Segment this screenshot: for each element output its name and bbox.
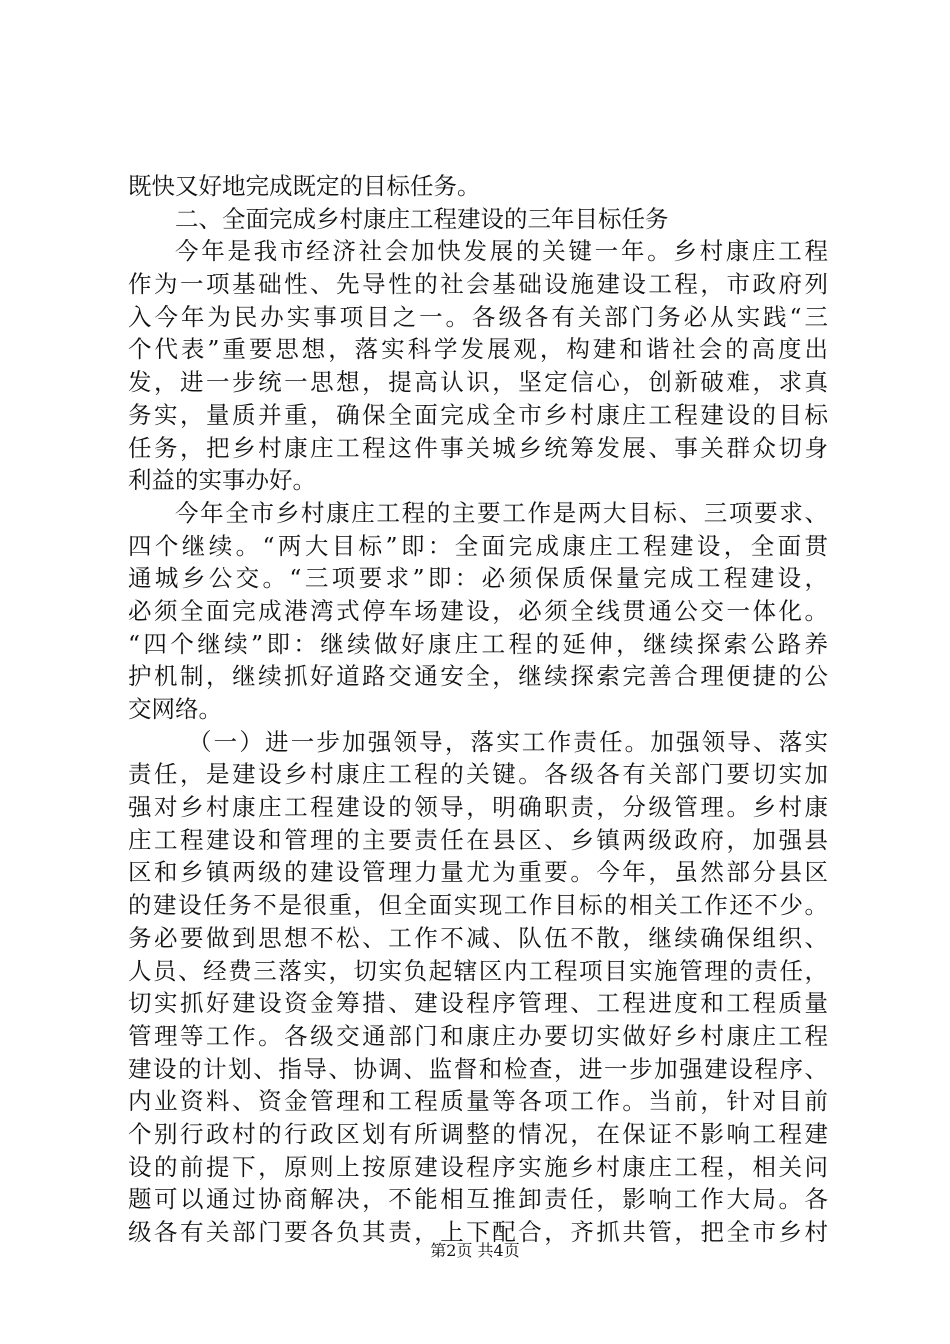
- text-line: “四个继续”即：继续做好康庄工程的延伸，继续探索公路养: [128, 629, 828, 658]
- text-line: 区和乡镇两级的建设管理力量尤为重要。今年，虽然部分县区: [128, 858, 828, 887]
- text-line: 建设的计划、指导、协调、监督和检查，进一步加强建设程序、: [128, 1054, 828, 1083]
- text-line: 级各有关部门要各负其责，上下配合，齐抓共管，把全市乡村: [128, 1218, 828, 1246]
- text-line: 务实，量质并重，确保全面完成全市乡村康庄工程建设的目标: [128, 400, 828, 429]
- text-line: 庄工程建设和管理的主要责任在县区、乡镇两级政府，加强县: [128, 825, 828, 854]
- text-line: 护机制，继续抓好道路交通安全，继续探索完善合理便捷的公: [128, 662, 828, 691]
- text-line: 管理等工作。各级交通部门和康庄办要切实做好乡村康庄工程: [128, 1021, 828, 1050]
- page-footer: [0, 1240, 950, 1262]
- page-number: 第2页 共4页: [430, 1241, 520, 1260]
- text-line: 作为一项基础性、先导性的社会基础设施建设工程，市政府列: [128, 270, 828, 299]
- text-line: 任务，把乡村康庄工程这件事关城乡统筹发展、事关群众切身: [128, 433, 828, 462]
- text-line: 今年是我市经济社会加快发展的关键一年。乡村康庄工程: [175, 237, 828, 266]
- text-line: 人员、经费三落实，切实负起辖区内工程项目实施管理的责任，: [128, 956, 828, 985]
- text-line: 强对乡村康庄工程建设的领导，明确职责，分级管理。乡村康: [128, 793, 828, 822]
- text-line: 切实抓好建设资金筹措、建设程序管理、工程进度和工程质量: [128, 989, 828, 1018]
- text-line: 利益的实事办好。: [128, 466, 316, 495]
- text-line: 既快又好地完成既定的目标任务。: [128, 172, 481, 200]
- document-body: [128, 170, 828, 1249]
- text-line: 交网络。: [128, 695, 222, 723]
- text-line: 入今年为民办实事项目之一。各级各有关部门务必从实践“三: [128, 302, 828, 331]
- text-line: 通城乡公交。“三项要求”即：必须保质保量完成工程建设，: [128, 564, 828, 593]
- text-line: 题可以通过协商解决，不能相互推卸责任，影响工作大局。各: [128, 1185, 828, 1214]
- text-line: 四个继续。“两大目标”即：全面完成康庄工程建设，全面贯: [128, 531, 828, 560]
- text-line: 责任，是建设乡村康庄工程的关键。各级各有关部门要切实加: [128, 760, 828, 789]
- text-line: 内业资料、资金管理和工程质量等各项工作。当前，针对目前: [128, 1087, 828, 1116]
- text-line: 今年全市乡村康庄工程的主要工作是两大目标、三项要求、: [175, 498, 828, 527]
- text-line: 必须全面完成港湾式停车场建设，必须全线贯通公交一体化。: [128, 596, 828, 625]
- section-heading: 二、全面完成乡村康庄工程建设的三年目标任务: [175, 204, 669, 233]
- text-line: 个别行政村的行政区划有所调整的情况，在保证不影响工程建: [128, 1119, 828, 1148]
- text-line: 设的前提下，原则上按原建设程序实施乡村康庄工程，相关问: [128, 1152, 828, 1181]
- subsection-heading-line: （一）进一步加强领导，落实工作责任。加强领导、落实: [188, 727, 828, 756]
- text-line: 务必要做到思想不松、工作不减、队伍不散，继续确保组织、: [128, 923, 828, 952]
- text-line: 的建设任务不是很重，但全面实现工作目标的相关工作还不少。: [128, 891, 828, 920]
- text-line: 发，进一步统一思想，提高认识，坚定信心，创新破难，求真: [128, 368, 828, 397]
- text-line: 个代表”重要思想，落实科学发展观，构建和谐社会的高度出: [128, 335, 828, 364]
